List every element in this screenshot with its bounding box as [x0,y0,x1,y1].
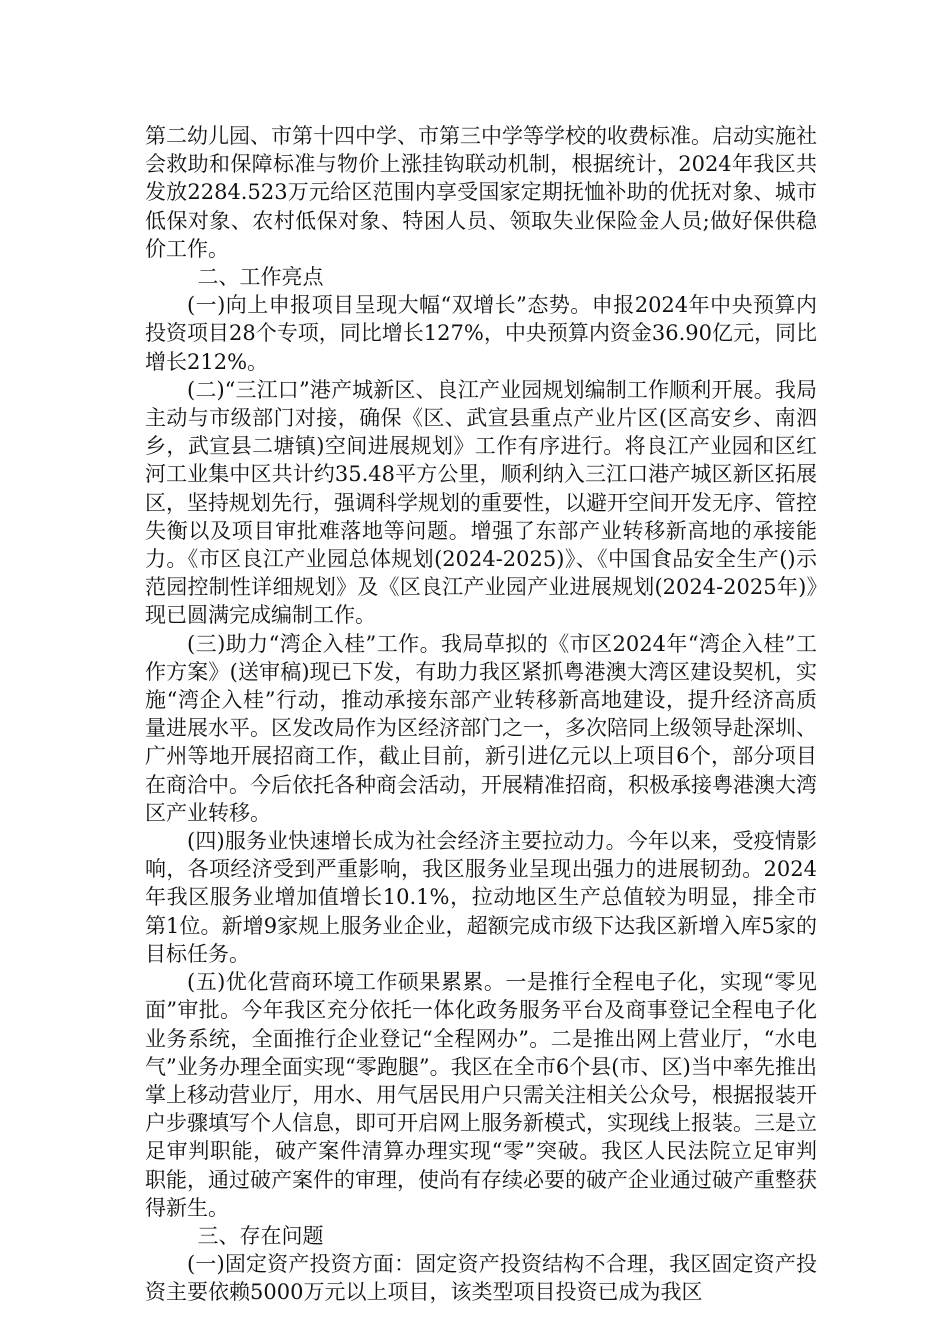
paragraph-highlight-1: (一)向上申报项目呈现大幅“双增长”态势。申报2024年中央预算内投资项目28个专项，同比增长127%，中央预算内资金36.90亿元，同比增长212%。 [145,293,817,374]
paragraph-fee-standards: 第二幼儿园、市第十四中学、市第三中学等学校的收费标准。启动实施社会救助和保障标准与物价上涨挂钩联动机制，根据统计，2024年我区共发放2284.523万元给区范围内享受国家定期抚恤补助的优抚对象、城市低保对象、农村低保对象、特困人员、领取失业保险金人员;做好保供稳价工作。 [145,124,817,261]
paragraph-highlight-4: (四)服务业快速增长成为社会经济主要拉动力。今年以来，受疫情影响，各项经济受到严重影响，我区服务业呈现出强力的进展韧劲。2024年我区服务业增加值增长10.1%，拉动地区生产总值较为明显，排全市第1位。新增9家规上服务业企业，超额完成市级下达我区新增入库5家的目标任务。 [145,829,817,966]
paragraph-highlight-3: (三)助力“湾企入桂”工作。我局草拟的《市区2024年“湾企入桂”工作方案》(送审稿)现已下发，有助力我区紧抓粤港澳大湾区建设契机，实施“湾企入桂”行动，推动承接东部产业转移新高地建设，提升经济高质量进展水平。区发改局作为区经济部门之一，多次陪同上级领导赴深圳、广州等地开展招商工作，截止目前，新引进亿元以上项目6个，部分项目在商洽中。今后依托各种商会活动，开展精准招商，积极承接粤港澳大湾区产业转移。 [145,631,817,825]
paragraph-problem-1: (一)固定资产投资方面：固定资产投资结构不合理，我区固定资产投资主要依赖5000万元以上项目，该类型项目投资已成为我区 [145,1252,817,1305]
paragraph-highlight-5: (五)优化营商环境工作硕果累累。一是推行全程电子化，实现“零见面”审批。今年我区充分依托一体化政务服务平台及商事登记全程电子化业务系统，全面推行企业登记“全程网办”。二是推出网上营业厅，“水电气”业务办理全面实现“零跑腿”。我区在全市6个县(市、区)当中率先推出掌上移动营业厅，用水、用气居民用户只需关注相关公众号，根据报装开户步骤填写个人信息，即可开启网上服务新模式，实现线上报装。三是立足审判职能，破产案件清算办理实现“零”突破。我区人民法院立足审判职能，通过破产案件的审理，使尚有存续必要的破产企业通过破产重整获得新生。 [145,970,817,1220]
section-heading-highlights: 二、工作亮点 [197,265,324,290]
document-page [145,122,817,1307]
section-heading-problems: 三、存在问题 [197,1223,324,1248]
paragraph-highlight-2: (二)“三江口”港产城新区、良江产业园规划编制工作顺利开展。我局主动与市级部门对接，确保《区、武宣县重点产业片区(区高安乡、南泗乡，武宣县二塘镇)空间进展规划》工作有序进行。将良江产业园和区红河工业集中区共计约35.48平方公里，顺利纳入三江口港产城区新区拓展区，坚持规划先行，强调科学规划的重要性，以避开空间开发无序、管控失衡以及项目审批难落地等问题。增强了东部产业转移新高地的承接能力。《市区良江产业园总体规划(2024-2025)》、《中国食品安全生产()示范园控制性详细规划》及《区良江产业园产业进展规划(2024-2025年)》现已圆满完成编制工作。 [145,377,817,628]
